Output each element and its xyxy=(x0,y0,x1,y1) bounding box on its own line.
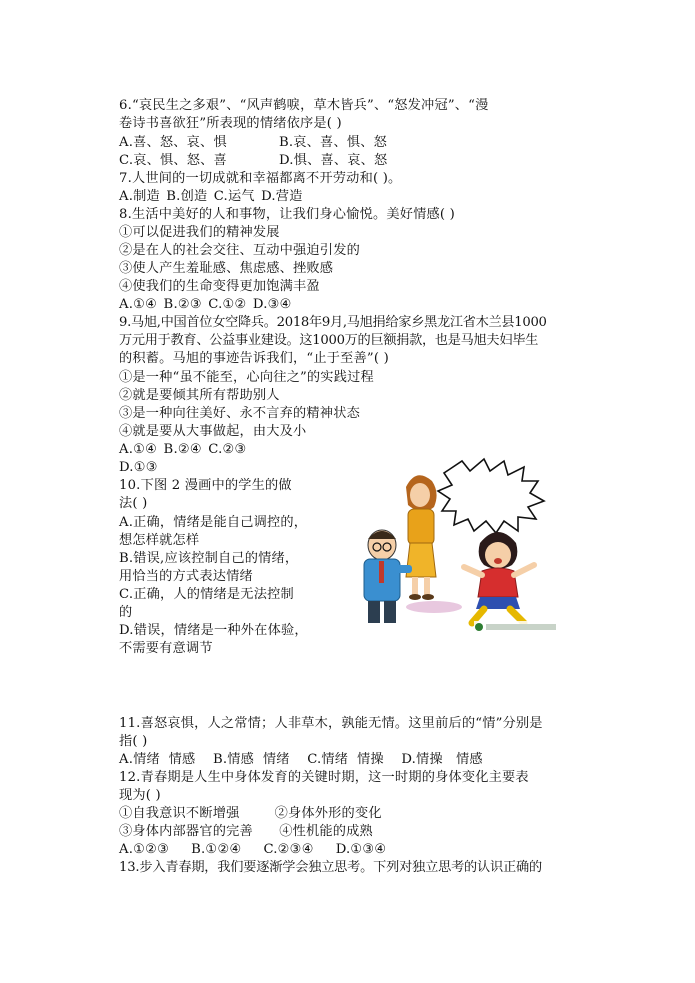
q12-items-1-2: ①自我意识不断增强 ②身体外形的变化 xyxy=(119,806,382,821)
q6-stem-line2: 卷诗书喜欲狂”所表现的情绪依序是( ) xyxy=(119,116,342,131)
q12-stem-line2: 现为( ) xyxy=(119,788,161,803)
q9-stem-line2: 万元用于教育、公益事业建设。这1000万的巨额捐款，也是马旭夫妇毕生 xyxy=(119,333,538,348)
q10-option-b-line2: 用恰当的方式表达情绪 xyxy=(119,569,253,584)
q6-stem-line1: 6.“哀民生之多艰”、“风声鹤唳，草木皆兵”、“怒发冲冠”、“漫 xyxy=(119,98,489,113)
q10-stem-line1: 10.下图 2 漫画中的学生的做 xyxy=(119,478,292,493)
q8-item-1: ①可以促进我们的精神发展 xyxy=(119,225,280,240)
q9-item-2: ②就是要倾其所有帮助别人 xyxy=(119,388,280,403)
q9-stem-line1: 9.马旭,中国首位女空降兵。2018年9月,马旭捐给家乡黑龙江省木兰县1000 xyxy=(119,315,547,330)
q9-item-4: ④就是要从大事做起，由大及小 xyxy=(119,424,307,439)
q11-stem-line1: 11.喜怒哀惧，人之常情；人非草木，孰能无情。这里前后的“情”分别是 xyxy=(119,716,543,731)
q10-stem-line2: 法( ) xyxy=(119,496,148,511)
q8-options: A.①④ B.②③ C.①② D.③④ xyxy=(119,297,292,312)
q8-item-2: ②是在人的社会交往、互动中强迫引发的 xyxy=(119,243,360,258)
q10-option-a-line1: A.正确，情绪是能自己调控的， xyxy=(119,515,308,530)
q10-option-b-line1: B.错误,应该控制自己的情绪， xyxy=(119,551,299,566)
man-figure xyxy=(364,530,412,623)
woman-figure xyxy=(406,475,437,600)
q12-items-3-4: ③身体内部器官的完善 ④性机能的成熟 xyxy=(119,824,373,839)
q12-stem-line1: 12.青春期是人生中身体发育的关键时期，这一时期的身体变化主要表 xyxy=(119,770,529,785)
q8-stem: 8.生活中美好的人和事物，让我们身心愉悦。美好情感( ) xyxy=(119,207,455,222)
q8-item-3: ③使人产生羞耻感、焦虑感、挫败感 xyxy=(119,261,334,276)
q6-option-d: D.惧、喜、哀、怒 xyxy=(279,153,388,168)
q9-option-d: D.①③ xyxy=(119,460,158,475)
q8-item-4: ④使我们的生命变得更加饱满丰盈 xyxy=(119,279,320,294)
q9-item-3: ③是一种向往美好、永不言弃的精神状态 xyxy=(119,406,360,421)
q7-stem: 7.人世间的一切成就和幸福都离不开劳动和( )。 xyxy=(119,171,402,186)
q10-option-d-line1: D.错误，情绪是一种外在体验， xyxy=(119,623,308,638)
q10-option-c-line2: 的 xyxy=(119,605,133,620)
q10-option-a-line2: 想怎样就怎样 xyxy=(119,533,200,548)
q13-stem: 13.步入青春期，我们要逐渐学会独立思考。下列对独立思考的认识正确的 xyxy=(119,860,542,875)
q9-stem-line3: 的积蓄。马旭的事迹告诉我们，“止于至善”( ) xyxy=(119,351,389,366)
q6-option-c: C.哀、惧、怒、喜 xyxy=(119,153,227,168)
q11-stem-line2: 指( ) xyxy=(119,734,148,749)
q12-options: A.①②③ B.①②④ C.②③④ D.①③④ xyxy=(119,842,387,857)
q9-item-1: ①是一种“虽不能至，心向往之”的实践过程 xyxy=(119,370,374,385)
child-figure xyxy=(464,532,534,623)
q11-options: A.情绪 情感 B.情感 情绪 C.情绪 情操 D.情操 情感 xyxy=(119,752,483,767)
q6-option-b: B.哀、喜、惧、怒 xyxy=(279,135,387,150)
cartoon-illustration xyxy=(352,455,562,637)
q10-option-c-line1: C.正确，人的情绪是无法控制 xyxy=(119,587,294,602)
q6-option-a: A.喜、怒、哀、惧 xyxy=(119,135,227,150)
q7-options: A.制造 B.创造 C.运气 D.营造 xyxy=(119,189,303,204)
q9-options: A.①④ B.②④ C.②③ xyxy=(119,442,247,457)
speech-bubble xyxy=(438,459,544,533)
q10-option-d-line2: 不需要有意调节 xyxy=(119,641,213,656)
